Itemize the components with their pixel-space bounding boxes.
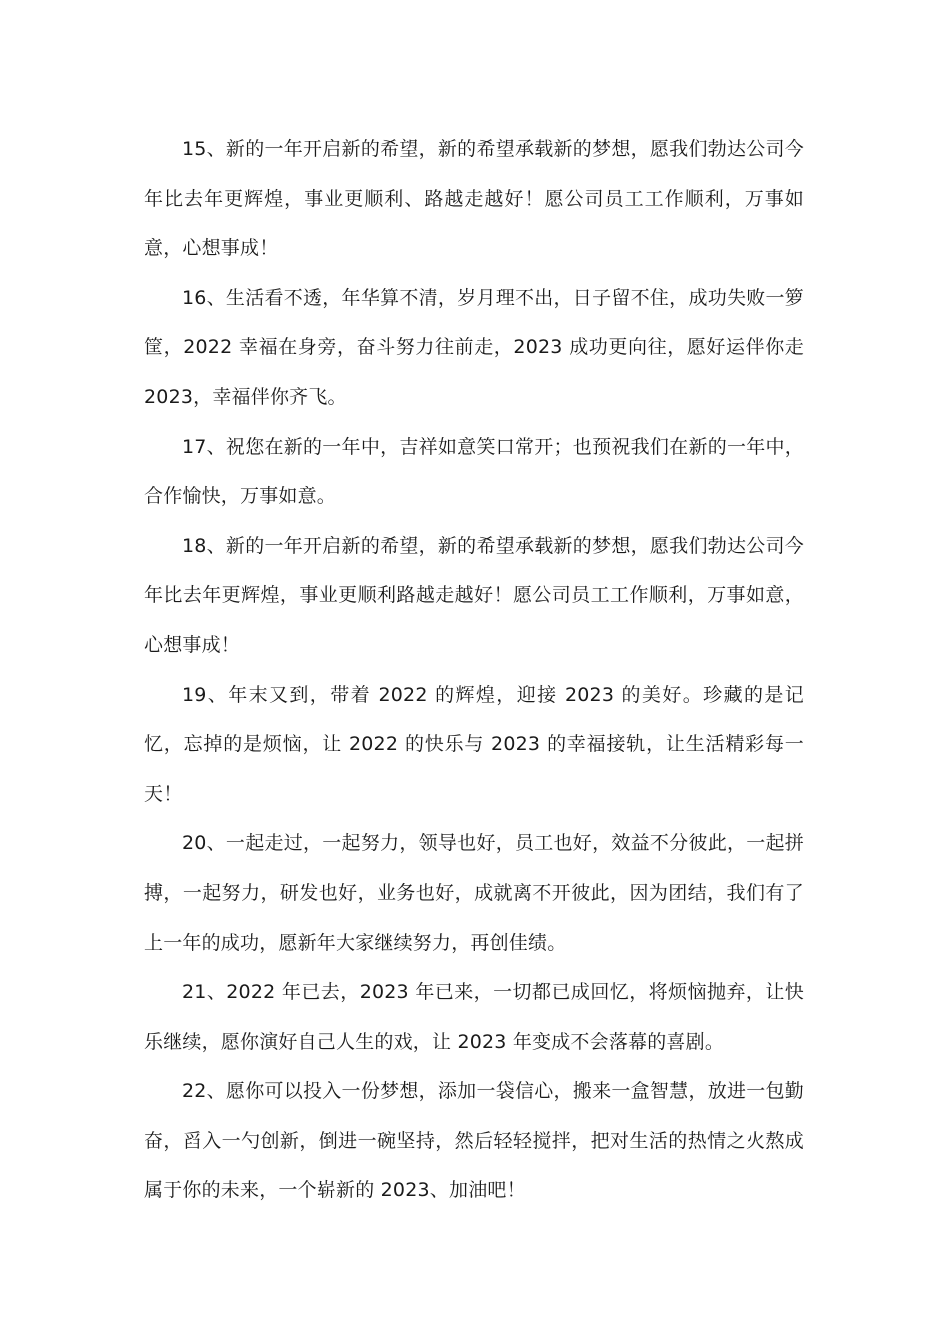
paragraph-15: 15、新的一年开启新的希望，新的希望承载新的梦想，愿我们勃达公司今年比去年更辉煌，事业更顺利、路越走越好！愿公司员工工作顺利，万事如意，心想事成！ (144, 138, 804, 260)
paragraph-16: 16、生活看不透，年华算不清，岁月理不出，日子留不住，成功失败一箩筐，2022 幸福在身旁，奋斗努力往前走，2023 成功更向往，愿好运伴你走 2023，幸福伴你齐飞。 (144, 286, 804, 408)
paragraph-18: 18、新的一年开启新的希望，新的希望承载新的梦想，愿我们勃达公司今年比去年更辉煌，事业更顺利路越走越好！愿公司员工工作顺利，万事如意，心想事成！ (144, 534, 804, 656)
paragraph-22: 22、愿你可以投入一份梦想，添加一袋信心，搬来一盒智慧，放进一包勤奋，舀入一勺创新，倒进一碗坚持，然后轻轻搅拌，把对生活的热情之火熬成属于你的未来，一个崭新的 2023、加油吧！ (144, 1080, 804, 1202)
paragraph-21: 21、2022 年已去，2023 年已来，一切都已成回忆，将烦恼抛弃，让快乐继续，愿你演好自己人生的戏，让 2023 年变成不会落幕的喜剧。 (144, 981, 804, 1053)
paragraph-17: 17、祝您在新的一年中，吉祥如意笑口常开；也预祝我们在新的一年中，合作愉快，万事如意。 (144, 435, 804, 508)
paragraph-19: 19、年末又到，带着 2022 的辉煌，迎接 2023 的美好。珍藏的是记忆，忘掉的是烦恼，让 2022 的快乐与 2023 的幸福接轨，让生活精彩每一天！ (144, 683, 804, 805)
document-page (144, 125, 804, 1216)
paragraph-20: 20、一起走过，一起努力，领导也好，员工也好，效益不分彼此，一起拼搏，一起努力，研发也好，业务也好，成就离不开彼此，因为团结，我们有了上一年的成功，愿新年大家继续努力，再创佳绩。 (144, 832, 804, 954)
